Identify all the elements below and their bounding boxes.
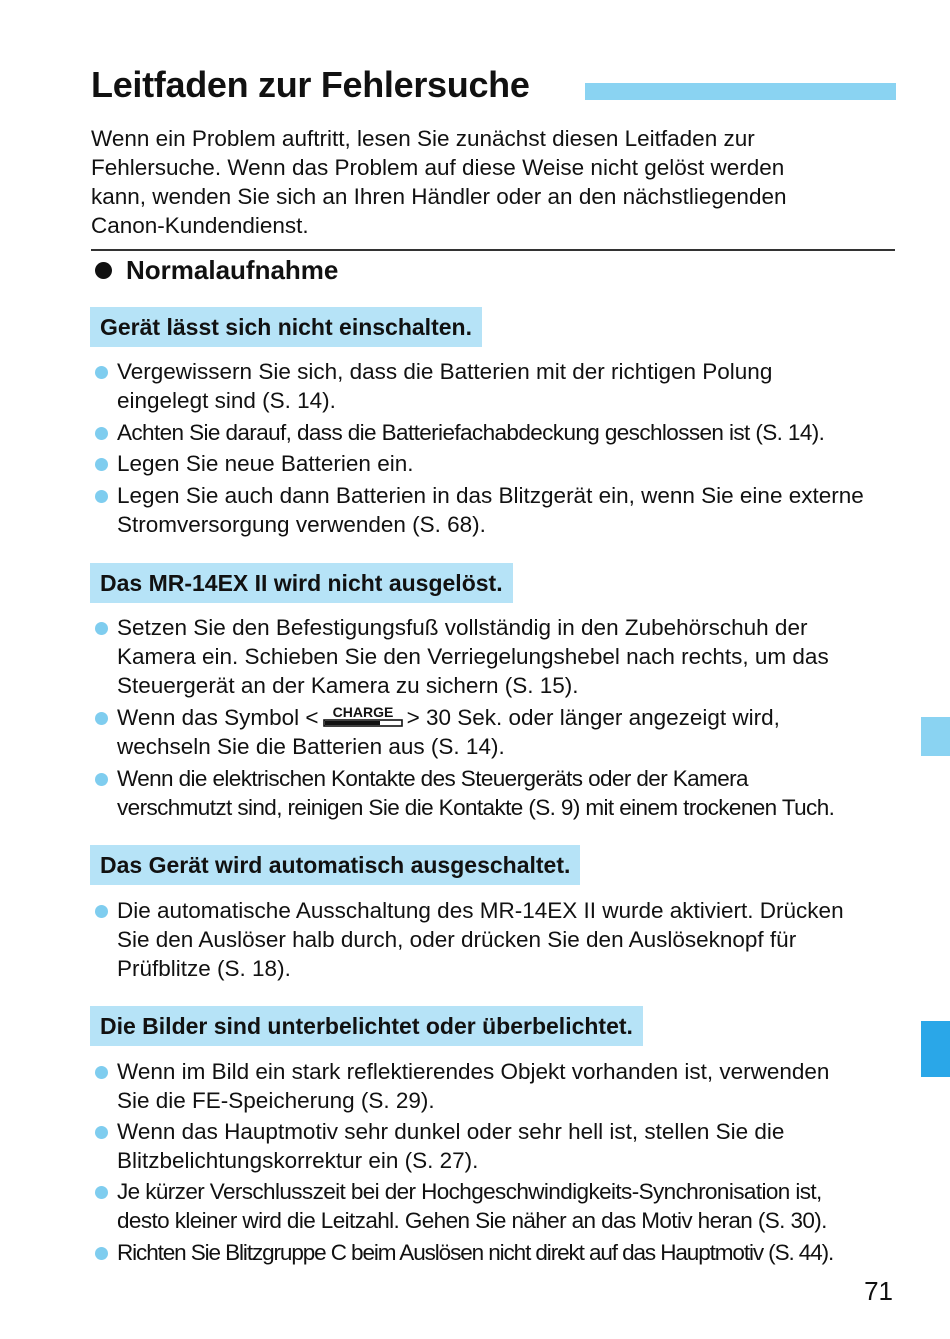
list-item <box>95 1057 829 1115</box>
bullet-icon <box>95 427 108 440</box>
item-line: Wenn die elektrischen Kontakte des Steuergeräts oder der Kamera <box>117 766 748 791</box>
bullet-icon <box>95 366 108 379</box>
item-line: Achten Sie darauf, dass die Batteriefachabdeckung geschlossen ist (S. 14). <box>117 420 825 445</box>
item-line: Legen Sie neue Batterien ein. <box>117 451 414 476</box>
list-item <box>95 357 772 415</box>
bullet-icon <box>95 1186 108 1199</box>
group-heading-not-firing: Das MR-14EX II wird nicht ausgelöst. <box>90 563 513 603</box>
item-line: Die automatische Ausschaltung des MR-14EX II wurde aktiviert. Drücken <box>117 898 844 923</box>
chapter-tab-active <box>921 1021 950 1077</box>
item-text: > 30 Sek. oder länger angezeigt wird, <box>406 705 780 730</box>
item-line: verschmutzt sind, reinigen Sie die Kontakte (S. 9) mit einem trockenen Tuch. <box>117 795 835 820</box>
bullet-icon <box>95 712 108 725</box>
bullet-icon <box>95 773 108 786</box>
bullet-icon <box>95 490 108 503</box>
item-line: Richten Sie Blitzgruppe C beim Auslösen nicht direkt auf das Hauptmotiv (S. 44). <box>117 1240 834 1265</box>
bullet-icon <box>95 622 108 635</box>
charge-icon <box>321 704 405 728</box>
item-line: Wenn das Hauptmotiv sehr dunkel oder sehr hell ist, stellen Sie die <box>117 1119 785 1144</box>
bullet-icon <box>95 1247 108 1260</box>
horizontal-divider <box>91 249 895 251</box>
intro-line: Wenn ein Problem auftritt, lesen Sie zunächst diesen Leitfaden zur <box>91 126 755 151</box>
item-line <box>95 703 780 732</box>
item-line: Je kürzer Verschlusszeit bei der Hochgeschwindigkeits-Synchronisation ist, <box>117 1179 822 1204</box>
list-item <box>95 896 844 983</box>
group-heading-exposure: Die Bilder sind unterbelichtet oder überbelichtet. <box>90 1006 643 1046</box>
section-bullet-icon <box>95 262 112 279</box>
intro-line: Fehlersuche. Wenn das Problem auf diese Weise nicht gelöst werden <box>91 155 785 180</box>
item-line: Stromversorgung verwenden (S. 68). <box>117 512 486 537</box>
item-text: Wenn das Symbol < <box>117 705 319 730</box>
item-line: Vergewissern Sie sich, dass die Batterien mit der richtigen Polung <box>117 359 773 384</box>
group-heading-power: Gerät lässt sich nicht einschalten. <box>90 307 482 347</box>
intro-line: kann, wenden Sie sich an Ihren Händler oder an den nächstliegenden <box>91 184 787 209</box>
page-title: Leitfaden zur Fehlersuche <box>91 64 530 105</box>
title-decoration-bar <box>585 83 896 100</box>
bullet-icon <box>95 458 108 471</box>
item-line: desto kleiner wird die Leitzahl. Gehen Sie näher an das Motiv heran (S. 30). <box>117 1208 827 1233</box>
list-item <box>95 1177 827 1235</box>
item-line: wechseln Sie die Batterien aus (S. 14). <box>117 734 505 759</box>
section-heading-text: Normalaufnahme <box>126 255 339 285</box>
intro-line: Canon-Kundendienst. <box>91 213 309 238</box>
group-heading-auto-off: Das Gerät wird automatisch ausgeschaltet. <box>90 845 580 885</box>
bullet-icon <box>95 1066 108 1079</box>
list-item <box>95 418 824 447</box>
item-line: Kamera ein. Schieben Sie den Verriegelungshebel nach rechts, um das <box>117 644 829 669</box>
item-line: Setzen Sie den Befestigungsfuß vollständig in den Zubehörschuh der <box>117 615 808 640</box>
chapter-tab <box>921 717 950 756</box>
bullet-icon <box>95 905 108 918</box>
list-item <box>95 613 829 700</box>
item-line: Steuergerät an der Kamera zu sichern (S. 15). <box>117 673 579 698</box>
item-line: Sie den Auslöser halb durch, oder drücken Sie den Auslöseknopf für <box>117 927 797 952</box>
item-line: Legen Sie auch dann Batterien in das Blitzgerät ein, wenn Sie eine externe <box>117 483 864 508</box>
list-item <box>95 449 413 478</box>
item-line: eingelegt sind (S. 14). <box>117 388 336 413</box>
item-line: Sie die FE-Speicherung (S. 29). <box>117 1088 435 1113</box>
section-heading <box>95 255 338 286</box>
list-item <box>95 703 780 761</box>
item-line: Wenn im Bild ein stark reflektierendes Objekt vorhanden ist, verwenden <box>117 1059 830 1084</box>
list-item <box>95 1238 833 1267</box>
charge-icon-label: CHARGE <box>332 704 393 720</box>
item-line: Prüfblitze (S. 18). <box>117 956 291 981</box>
list-item <box>95 1117 784 1175</box>
list-item <box>95 764 834 822</box>
list-item <box>95 481 864 539</box>
intro-paragraph <box>91 124 891 240</box>
page-number: 71 <box>864 1276 893 1306</box>
bullet-icon <box>95 1126 108 1139</box>
item-line: Blitzbelichtungskorrektur ein (S. 27). <box>117 1148 479 1173</box>
